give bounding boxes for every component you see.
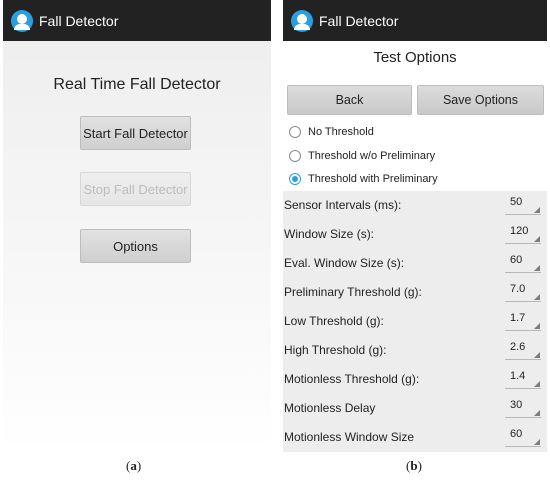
page-title: Test Options bbox=[373, 49, 457, 66]
setting-label: Motionless Window Size bbox=[284, 430, 415, 444]
app-avatar-icon bbox=[291, 10, 313, 32]
radio-threshold-without-preliminary[interactable] bbox=[289, 147, 435, 165]
options-button[interactable]: Options bbox=[80, 229, 191, 263]
setting-motionless-threshold bbox=[283, 365, 547, 394]
setting-low-threshold bbox=[283, 307, 547, 336]
page-title: Real Time Fall Detector bbox=[53, 76, 221, 93]
radio-label: Threshold w/o Preliminary bbox=[308, 150, 436, 162]
setting-value-spinner[interactable]: 2.6 bbox=[505, 341, 541, 360]
setting-eval-window-size bbox=[283, 249, 547, 278]
radio-button-icon[interactable] bbox=[289, 126, 301, 138]
setting-motionless-delay bbox=[283, 394, 547, 423]
app-avatar-icon bbox=[11, 10, 33, 32]
caption-b: (b) bbox=[406, 458, 422, 473]
setting-value-spinner[interactable]: 50 bbox=[505, 196, 541, 215]
setting-motionless-window-size bbox=[283, 423, 547, 452]
setting-value-spinner[interactable]: 7.0 bbox=[505, 283, 541, 302]
radio-threshold-with-preliminary[interactable] bbox=[289, 170, 438, 188]
setting-preliminary-threshold bbox=[283, 278, 547, 307]
setting-value-spinner[interactable]: 1.4 bbox=[505, 370, 541, 389]
caption-letter: a bbox=[130, 458, 137, 473]
action-bar bbox=[283, 0, 547, 41]
setting-label: Eval. Window Size (s): bbox=[284, 256, 405, 270]
screen-b-test-options bbox=[283, 0, 547, 452]
radio-button-icon[interactable] bbox=[289, 150, 301, 162]
setting-value-spinner[interactable]: 120 bbox=[505, 225, 541, 244]
action-bar bbox=[3, 0, 271, 41]
caption-letter: b bbox=[410, 458, 418, 473]
radio-button-icon[interactable] bbox=[289, 173, 301, 185]
start-fall-detector-button[interactable]: Start Fall Detector bbox=[80, 116, 191, 150]
setting-value-spinner[interactable]: 1.7 bbox=[505, 312, 541, 331]
setting-label: Sensor Intervals (ms): bbox=[284, 198, 402, 212]
stop-fall-detector-button[interactable]: Stop Fall Detector bbox=[80, 172, 191, 206]
back-button[interactable]: Back bbox=[287, 85, 412, 115]
setting-label: Motionless Threshold (g): bbox=[284, 372, 420, 386]
radio-no-threshold[interactable] bbox=[289, 123, 374, 141]
setting-value-spinner[interactable]: 60 bbox=[505, 428, 541, 447]
setting-label: Preliminary Threshold (g): bbox=[284, 285, 422, 299]
radio-label: Threshold with Preliminary bbox=[308, 173, 438, 185]
setting-window-size bbox=[283, 220, 547, 249]
setting-sensor-intervals bbox=[283, 191, 547, 220]
save-options-button[interactable]: Save Options bbox=[417, 85, 544, 115]
setting-value-spinner[interactable]: 30 bbox=[505, 399, 541, 418]
setting-label: High Threshold (g): bbox=[284, 343, 387, 357]
setting-label: Low Threshold (g): bbox=[284, 314, 384, 328]
setting-label: Window Size (s): bbox=[284, 227, 375, 241]
setting-label: Motionless Delay bbox=[284, 401, 376, 415]
caption-a: (a) bbox=[126, 458, 142, 473]
app-title: Fall Detector bbox=[39, 12, 119, 29]
setting-high-threshold bbox=[283, 336, 547, 365]
app-title: Fall Detector bbox=[319, 12, 399, 29]
screen-a-main bbox=[3, 0, 271, 452]
settings-list bbox=[283, 191, 547, 452]
setting-value-spinner[interactable]: 60 bbox=[505, 254, 541, 273]
radio-label: No Threshold bbox=[308, 126, 374, 138]
